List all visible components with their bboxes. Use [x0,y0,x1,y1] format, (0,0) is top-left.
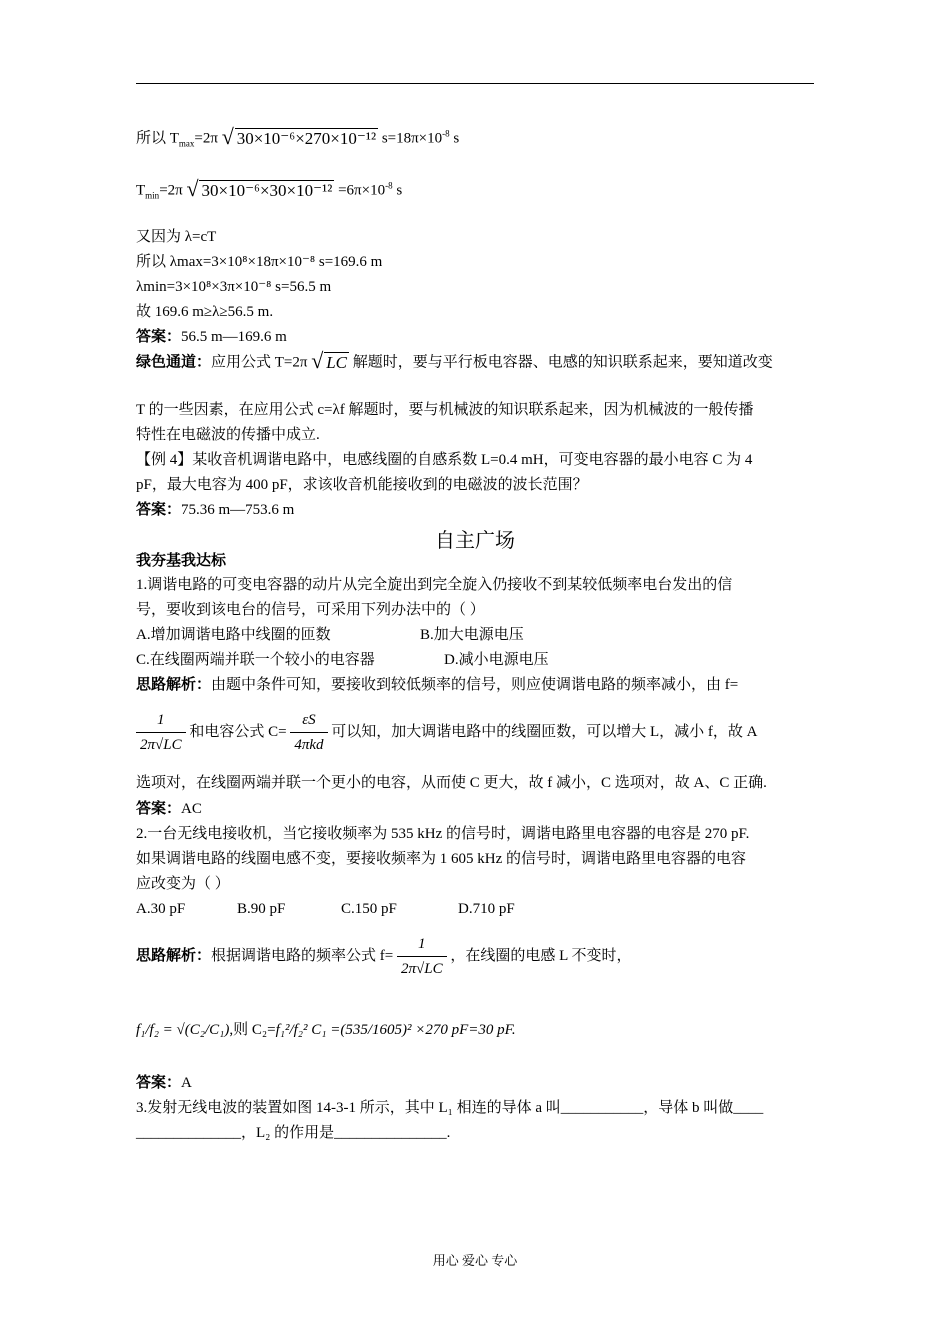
q1-analysis-d: 选项对，在线圈两端并联一个更小的电容，从而使 C 更大，故 f 减小，C 选项对，故 A、C 正确. [136,775,767,791]
green-line-c: T 的一些因素，在应用公式 c=λf 解题时，要与机械波的知识联系起来，因为机械波的一般传播 [136,402,754,418]
text: 可以知，加大调谐电路中的线圈匝数，可以增大 L，减小 f，故 A [331,723,758,740]
superscript: -8 [442,128,450,139]
example-4-b: pF，最大电容为 400 pF，求该收音机能接收到的电磁波的波长范围？ [136,477,588,493]
text: s [449,130,460,147]
line-4: 所以 λmax=3×10⁸×18π×10⁻⁸ s=169.6 m [136,254,383,270]
q3-line-b: ______________，L₂ 的作用是_______________. [136,1125,451,1141]
radicand: 30×10⁻⁶×270×10⁻¹² [236,129,377,148]
denominator: 4πkd [294,737,324,753]
q1-answer [136,799,202,819]
text: =2π [194,130,218,147]
text: s [392,182,403,199]
numerator: εS [290,708,327,733]
answer-value: AC [181,801,202,817]
answer-label: 答案： [136,1075,182,1091]
option-a: A.增加调谐电路中线圈的匝数 [136,627,331,643]
answer-label: 答案： [136,329,182,345]
option-b: B.加大电源电压 [420,627,524,643]
radicand: LC [326,353,348,372]
radicand: 30×10⁻⁶×30×10⁻¹² [201,181,333,200]
line-3: 又因为 λ=cT [136,229,217,245]
text: 应用公式 T=2π [211,354,308,371]
q2-options [136,899,515,919]
subscript: max [178,138,195,149]
text: 根据调谐电路的频率公式 f= [211,947,394,964]
fraction-frequency [136,708,186,757]
fraction-capacitance [290,708,327,757]
subscript: min [145,190,160,201]
option-a: A.30 pF [136,901,186,917]
q2-line-a: 2.一台无线电接收机，当它接收频率为 535 kHz 的信号时，调谐电路里电容器的电容是 270 pF. [136,826,750,842]
page-footer: 用心 爱心 专心 [432,1253,518,1268]
analysis-label: 思路解析： [136,947,212,964]
answer-value: A [181,1075,192,1091]
text: s=18π×10 [381,130,443,147]
text: T [136,182,146,199]
text: 解题时，要与平行板电容器、电感的知识联系起来，要知道改变 [352,354,773,371]
header-rule [136,83,814,84]
option-b: B.90 pF [237,901,286,917]
green-label: 绿色通道： [136,354,212,371]
line-tmax [136,128,459,150]
radical [186,180,334,202]
green-channel-line [136,352,773,374]
text: 和电容公式 C= [189,723,287,740]
q2-line-c: 应改变为（ ） [136,876,230,892]
equation-ratio: f₁/f₂ = √(C₂/C₁) [136,1022,230,1038]
equation-result: f₁²/f₂² C₁ =(535/1605)² ×270 pF=30 pF. [275,1022,516,1038]
fraction-frequency [397,932,447,981]
line-6: 故 169.6 m≥λ≥56.5 m. [136,304,274,320]
denominator: 2π√LC [400,961,443,977]
superscript: -8 [385,180,393,191]
q2-analysis-a [136,932,631,981]
green-line-d: 特性在电磁波的传播中成立. [136,427,320,443]
text: =6π×10 [338,182,386,199]
q2-line-b: 如果调谐电路的线圈电感不变，要接收频率为 1 605 kHz 的信号时，调谐电路里电容器的电容 [136,851,746,867]
section-heading: 自主广场 [435,528,515,552]
sub-heading: 我夯基我达标 [136,553,227,569]
line-tmin [136,180,402,202]
line-5: λmin=3×10⁸×3π×10⁻⁸ s=56.5 m [136,279,332,295]
q2-equation [136,1020,516,1040]
text: =2π [159,182,183,199]
answer-value: 56.5 m—169.6 m [181,329,287,345]
q1-line-a: 1.调谐电路的可变电容器的动片从完全旋出到完全旋入仍接收不到某较低频率电台发出的信 [136,577,733,593]
q1-options-1 [136,625,524,645]
answer-label: 答案： [136,801,182,817]
q1-line-b: 号，要收到该电台的信号，可采用下列办法中的（ ） [136,602,485,618]
radical [311,352,349,374]
answer-1 [136,327,287,347]
denominator: 2π√LC [140,737,182,753]
q1-analysis-b [136,708,758,757]
numerator: 1 [136,708,186,733]
analysis-label: 思路解析： [136,677,212,693]
option-d: D.减小电源电压 [444,652,549,668]
q3-line-a: 3.发射无线电波的装置如图 14-3-1 所示，其中 L₁ 相连的导体 a 叫___________，导体 b 叫做____ [136,1100,764,1116]
answer-value: 75.36 m—753.6 m [181,502,295,518]
option-c: C.在线圈两端并联一个较小的电容器 [136,652,375,668]
answer-label: 答案： [136,502,182,518]
radical [222,128,378,150]
option-d: D.710 pF [458,901,515,917]
text: ，在线圈的电感 L 不变时， [450,947,632,964]
text: 由题中条件可知，要接收到较低频率的信号，则应使调谐电路的频率减小，由 f= [211,677,739,693]
q1-options-2 [136,650,549,670]
option-c: C.150 pF [341,901,397,917]
text: ,则 C₂= [229,1022,276,1038]
q2-answer [136,1073,192,1093]
numerator: 1 [397,932,447,957]
text: 所以 T [136,130,179,147]
q1-analysis-a [136,675,738,695]
example-4-a: 【例 4】某收音机调谐电路中，电感线圈的自感系数 L=0.4 mH，可变电容器的最小电容 C 为 4 [136,452,753,468]
answer-2 [136,500,294,520]
